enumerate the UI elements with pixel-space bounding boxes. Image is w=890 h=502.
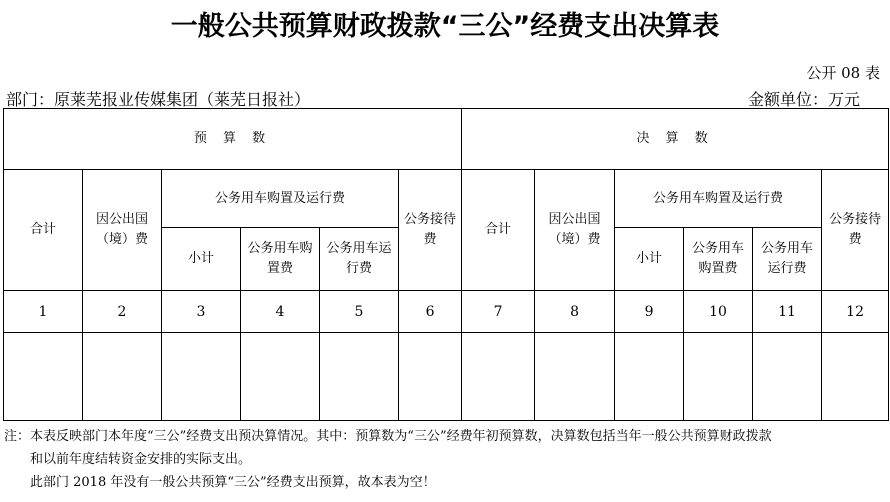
column-number: 5 <box>320 291 399 333</box>
data-row <box>4 333 889 421</box>
column-number: 10 <box>684 291 753 333</box>
budget-subtotal-header: 小计 <box>162 228 241 291</box>
page-title: 一般公共预算财政拨款“三公”经费支出决算表 <box>170 11 720 42</box>
column-number: 6 <box>399 291 462 333</box>
column-number: 11 <box>753 291 822 333</box>
budget-header: 预 算 数 <box>4 109 462 170</box>
budget-total-header: 合计 <box>4 170 83 291</box>
column-number: 4 <box>241 291 320 333</box>
data-cell <box>753 333 822 421</box>
data-cell <box>4 333 83 421</box>
data-cell <box>462 333 535 421</box>
data-cell <box>241 333 320 421</box>
final-purchase-header: 公务用车购置费 <box>684 228 753 291</box>
column-number: 8 <box>535 291 615 333</box>
column-number: 12 <box>822 291 889 333</box>
column-number: 2 <box>83 291 162 333</box>
column-number: 7 <box>462 291 535 333</box>
column-number: 9 <box>615 291 684 333</box>
column-number: 3 <box>162 291 241 333</box>
budget-abroad-header: 因公出国（境）费 <box>83 170 162 291</box>
final-subtotal-header: 小计 <box>615 228 684 291</box>
form-number: 公开 08 表 <box>806 64 880 82</box>
department-label: 部门：原莱芜报业传媒集团（莱芜日报社） <box>6 90 311 109</box>
column-number: 1 <box>4 291 83 333</box>
notes <box>4 425 888 494</box>
data-cell <box>822 333 889 421</box>
amount-unit-label: 金额单位：万元 <box>747 90 860 109</box>
column-number-row <box>4 291 889 333</box>
data-cell <box>535 333 615 421</box>
note-line: 注：本表反映部门本年度“三公”经费支出预决算情况。其中：预算数为“三公”经费年初预算数，决算数包括当年一般公共预算财政拨款 <box>4 429 772 444</box>
final-total-header: 合计 <box>462 170 535 291</box>
data-cell <box>615 333 684 421</box>
budget-reception-header: 公务接待费 <box>399 170 462 291</box>
data-cell <box>684 333 753 421</box>
note-line: 和以前年度结转资金安排的实际支出。 <box>30 452 252 467</box>
final-operation-header: 公务用车运行费 <box>753 228 822 291</box>
data-cell <box>320 333 399 421</box>
three-public-expenses-table <box>3 108 889 421</box>
budget-vehicle-group-header: 公务用车购置及运行费 <box>162 170 399 228</box>
final-vehicle-group-header: 公务用车购置及运行费 <box>615 170 822 228</box>
data-cell <box>83 333 162 421</box>
final-abroad-header: 因公出国（境）费 <box>535 170 615 291</box>
budget-operation-header: 公务用车运行费 <box>320 228 399 291</box>
data-cell <box>162 333 241 421</box>
final-reception-header: 公务接待费 <box>822 170 889 291</box>
budget-purchase-header: 公务用车购置费 <box>241 228 320 291</box>
final-header: 决 算 数 <box>462 109 889 170</box>
data-cell <box>399 333 462 421</box>
note-empty-statement: 此部门 2018 年没有一般公共预算“三公”经费支出预算，故本表为空！ <box>30 475 436 490</box>
